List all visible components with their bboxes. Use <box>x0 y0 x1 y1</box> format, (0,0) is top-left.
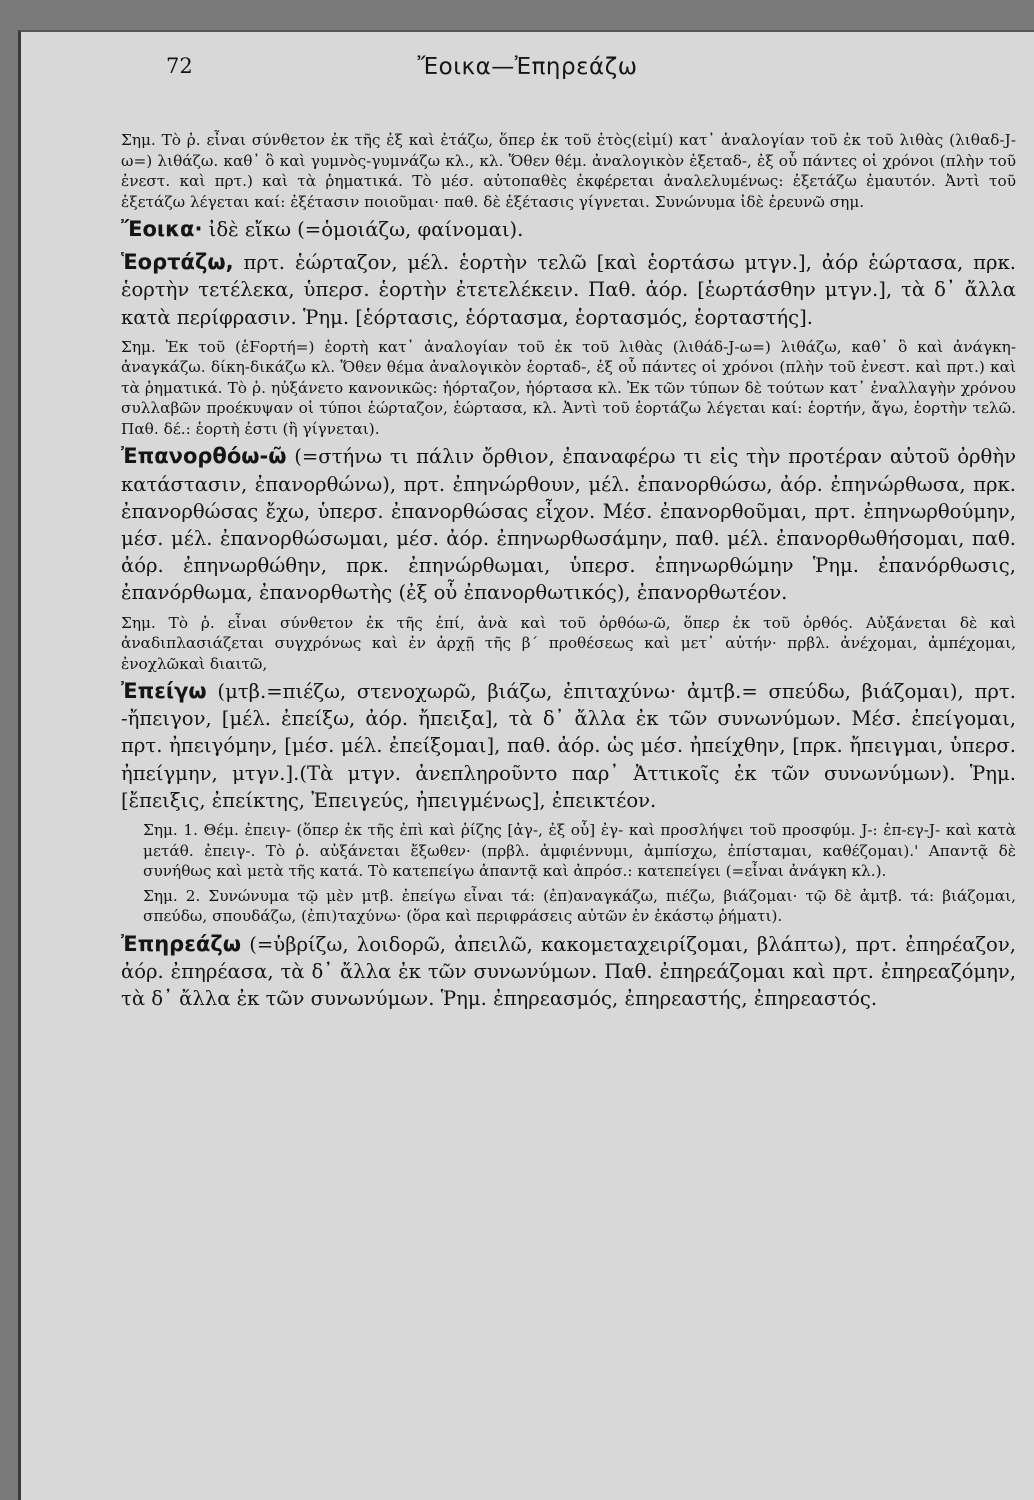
lemma-epereazo: Ἐπηρεάζω <box>121 931 241 956</box>
lemma-eoika: Ἔοικα· <box>121 217 203 241</box>
entry-epereazo-text: (=ὑβρίζω, λοιδορῶ, ἀπειλῶ, κακομεταχειρίζομαι, βλάπτω), πρτ. ἐπηρέαζον, ἀόρ. ἐπηρέασα, τὰ δ᾽ ἄλλα ἐκ τῶν συνωνύμων. Παθ. ἐπηρεάζομαι καὶ πρτ. ἐπηρεαζόμην, τὰ δ᾽ ἄλλα ἐκ τῶν συνωνύμων. Ῥημ. ἐπηρεασμός, ἐπηρεαστής, ἐπηρεαστός. <box>121 932 1016 1010</box>
entry-epanorthoo <box>121 443 1016 606</box>
note-heortazo: Σημ. Ἐκ τοῦ (ἑϜορτή=) ἑορτὴ κατ᾽ ἀναλογίαν τοῦ ἐκ τοῦ λιθὰς (λιθάδ-J-ω=) λιθάζω, καθ᾽ ὃ καὶ ἀνάγκη-ἀναγκάζω. δίκη-δικάζω κλ. Ὅθεν θέμα ἀναλογικὸν ἑορταδ-, ἐξ οὗ πάντες οἱ χρόνοι (πλὴν τοῦ ἐνεστ. καὶ πρτ.) καὶ τὰ ῥηματικά. Τὸ ῥ. ηὐξάνετο κανονικῶς: ἡόρταζον, ἡόρτασα κλ. Ἐκ τῶν τύπων δὲ τούτων κατ᾽ ἐναλλαγὴν χρόνου συλλαβῶν προέκυψαν οἱ τύποι ἑώρταζον, ἑώρτασα, κλ. Ἀντὶ τοῦ ἑορτάζω λέγεται καί: ἑορτήν, ἄγω, ἑορτὴν τελῶ. Παθ. δέ.: ἑορτὴ ἐστι (ἢ γίγνεται). <box>121 337 1016 438</box>
lemma-epeigo: Ἐπείγω <box>121 679 207 704</box>
entry-eoika-text: ἰδὲ εἴκω (=ὁμοιάζω, φαίνομαι). <box>202 218 524 241</box>
lemma-epanorthoo: Ἐπανορθόω-ῶ <box>121 444 287 469</box>
note-epeigo-1: Σημ. 1. Θέμ. ἐπειγ- (ὅπερ ἐκ τῆς ἐπὶ καὶ ῥίζης [ἀγ-, ἐξ οὗ] ἐγ- καὶ προσλήψει τοῦ προσφύμ. J-: ἐπ-εγ-J- καὶ κατὰ μετάθ. ἐπειγ-. Τὸ ῥ. αὐξάνεται ἔξωθεν· (πρβλ. ἀμφιέννυμι, ἀμπίσχω, ἐπίσταμαι, καθέζομαι).' Απαντᾷ δὲ συνήθως καὶ μετὰ τῆς κατά. Τὸ κατεπείγω ἀπαντᾷ καὶ ἀπρόσ.: κατεπείγει (=εἶναι ἀνάγκη κλ.). <box>143 821 1016 881</box>
page-content <box>121 94 1016 1018</box>
entry-epanorthoo-text: (=στήνω τι πάλιν ὄρθιον, ἐπαναφέρω τι εἰς τὴν προτέραν αὐτοῦ ὀρθὴν κατάστασιν, ἐπανορθώνω), πρτ. ἐπηνώρθουν, μέλ. ἐπανορθώσω, ἀόρ. ἐπηνώρθωσα, πρκ. ἐπανορθώσας ἔχω, ὑπερσ. ἐπανορθώσας εἶχον. Μέσ. ἐπανορθοῦμαι, πρτ. ἐπηνωρθούμην, μέσ. μέλ. ἐπανορθώσωμαι, μέσ. ἀόρ. ἐπηνωρθωσάμην, παθ. μέλ. ἐπανορθωθήσομαι, παθ. ἀόρ. ἐπηνωρθώθην, πρκ. ἐπηνώρθωμαι, ὑπερσ. ἐπηνωρθώμην Ῥημ. ἐπανόρθωσις, ἐπανόρθωμα, ἐπανορθωτὴς (ἐξ οὗ ἐπανορθωτικός), ἐπανορθωτέον. <box>121 445 1016 605</box>
note-epanorthoo: Σημ. Τὸ ῥ. εἶναι σύνθετον ἐκ τῆς ἐπί, ἀνὰ καὶ τοῦ ὀρθόω-ῶ, ὅπερ ἐκ τοῦ ὀρθός. Αὐξάνεται δὲ καὶ ἀναδιπλασιάζεται συγχρόνως καὶ ἐν ἀρχῇ τῆς β´ προθέσεως καὶ μετ᾽ αὐτήν· πρβλ. ἀνέχομαι, ἀμπέχομαι, ἐνοχλῶκαὶ διαιτῶ, <box>121 613 1016 673</box>
dictionary-page <box>18 30 1034 1500</box>
running-head: Ἔοικα—Ἐπηρεάζω <box>417 54 638 80</box>
note-epeigo-2: Σημ. 2. Συνώνυμα τῷ μὲν μτβ. ἐπείγω εἶναι τά: (ἐπ)αναγκάζω, πιέζω, βιάζομαι· τῷ δὲ ἀμτβ. τά: βιάζομαι, σπεύδω, σπουδάζω, (ἐπι)ταχύνω· (ὅρα καὶ περιφράσεις αὐτῶν ἐν ἑκάστῳ ῥήματι). <box>143 886 1016 926</box>
entry-epeigo <box>121 678 1016 814</box>
entry-heortazo <box>121 249 1016 331</box>
page-header <box>21 54 1034 94</box>
entry-heortazo-text: πρτ. ἑώρταζον, μέλ. ἑορτὴν τελῶ [καὶ ἑορτάσω μτγν.], ἀόρ ἑώρτασα, πρκ. ἑορτὴν τετέλεκα, ὑπερσ. ἑορτὴν ἐτετελέκειν. Παθ. ἀόρ. [ἑωρτάσθην μτγν.], τὰ δ᾽ ἄλλα κατὰ περίφρασιν. Ῥημ. [ἑόρτασις, ἑόρτασμα, ἑορτασμός, ἑορταστής]. <box>121 251 1016 329</box>
lemma-heortazo: Ἑορτάζω, <box>121 250 234 275</box>
note-exetazo: Σημ. Τὸ ῥ. εἶναι σύνθετον ἐκ τῆς ἐξ καὶ ἐτάζω, ὅπερ ἐκ τοῦ ἐτὸς(εἰμί) κατ᾽ ἀναλογίαν τοῦ ἐκ τοῦ λιθὰς (λιθαδ-J-ω=) λιθάζω. καθ᾽ ὃ καὶ γυμνὸς-γυμνάζω κλ., κλ. Ὅθεν θέμ. ἀναλογικὸν ἐξεταδ-, ἐξ οὗ πάντες οἱ χρόνοι (πλὴν τοῦ ἐνεστ. καὶ πρτ.) καὶ τὰ ῥηματικά. Τὸ μέσ. αὐτοπαθὲς ἐκφέρεται ἀναλελυμένως: ἐξετάζω ἐμαυτόν. Ἀντὶ τοῦ ἐξετάζω λέγεται καί: ἐξέτασιν ποιοῦμαι· παθ. δὲ ἐξέτασις γίγνεται. Συνώνυμα ἰδὲ ἐρευνῶ σημ. <box>121 131 1016 211</box>
entry-epeigo-text: (μτβ.=πιέζω, στενοχωρῶ, βιάζω, ἐπιταχύνω· ἀμτβ.= σπεύδω, βιάζομαι), πρτ. -ἤπειγον, [μέλ. ἐπείξω, ἀόρ. ἤπειξα], τὰ δ᾽ ἄλλα ἐκ τῶν συνωνύμων. Μέσ. ἐπείγομαι, πρτ. ἠπειγόμην, [μέσ. μέλ. ἐπείξομαι], παθ. ἀόρ. ὡς μέσ. ἠπείχθην, [πρκ. ἤπειγμαι, ὑπερσ. ἠπείγμην, μτγν.].(Τὰ μτγν. ἀνεπληροῦντο παρ᾽ Ἀττικοῖς ἐκ τῶν συνωνύμων). Ῥημ. [ἔπειξις, ἐπείκτης, Ἐπειγεύς, ἠπειγμένως], ἐπεικτέον. <box>121 680 1016 812</box>
page-number: 72 <box>166 54 193 78</box>
entry-epereazo <box>121 931 1016 1013</box>
entry-eoika <box>121 216 1016 243</box>
